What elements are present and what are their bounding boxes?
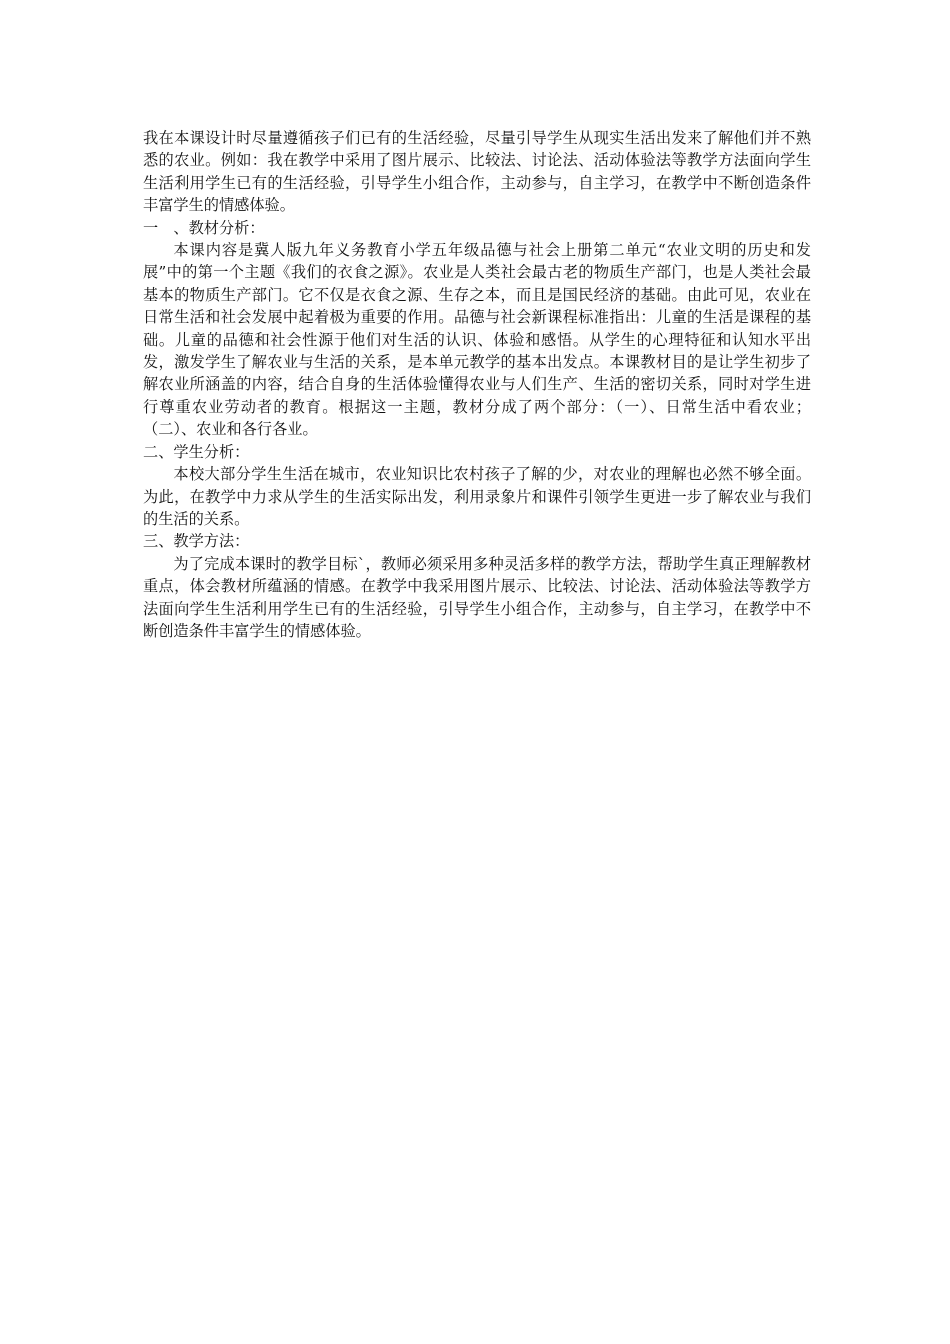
section-body-student-analysis: 本校大部分学生生活在城市，农业知识比农村孩子了解的少，对农业的理解也必然不够全面。为此，在教学中力求从学生的生活实际出发，利用录象片和课件引领学生更进一步了解农业与我们的生活的关系。 bbox=[143, 465, 811, 528]
intro-paragraph: 我在本课设计时尽量遵循孩子们已有的生活经验，尽量引导学生从现实生活出发来了解他们并不熟悉的农业。例如：我在教学中采用了图片展示、比较法、讨论法、活动体验法等教学方法面向学生生活利用学生已有的生活经验，引导学生小组合作，主动参与，自主学习，在教学中不断创造条件丰富学生的情感体验。 bbox=[143, 129, 811, 215]
section-heading-student-analysis: 二、学生分析： bbox=[143, 442, 250, 461]
section-body-textbook-analysis: 本课内容是冀人版九年义务教育小学五年级品德与社会上册第二单元“农业文明的历史和发展”中的第一个主题《我们的衣食之源》。农业是人类社会最古老的物质生产部门，也是人类社会最基本的物质生产部门。它不仅是衣食之源、生存之本，而且是国民经济的基础。由此可见，农业在日常生活和社会发展中起着极为重要的作用。品德与社会新课程标准指出：儿童的生活是课程的基础。儿童的品德和社会性源于他们对生活的认识、体验和感悟。从学生的心理特征和认知水平出发，激发学生了解农业与生活的关系，是本单元教学的基本出发点。本课教材目的是让学生初步了解农业所涵盖的内容，结合自身的生活体验懂得农业与人们生产、生活的密切关系，同时对学生进行尊重农业劳动者的教育。根据这一主题，教材分成了两个部分：（一）、日常生活中看农业；（二）、农业和各行各业。 bbox=[143, 241, 811, 439]
section-body-teaching-methods: 为了完成本课时的教学目标`，教师必须采用多种灵活多样的教学方法，帮助学生真正理解教材重点，体会教材所蕴涵的情感。在教学中我采用图片展示、比较法、讨论法、活动体验法等教学方法面向学生生活利用学生已有的生活经验，引导学生小组合作，主动参与，自主学习，在教学中不断创造条件丰富学生的情感体验。 bbox=[143, 554, 811, 640]
section-heading-teaching-methods: 三、教学方法： bbox=[143, 532, 250, 551]
section-heading-textbook-analysis: 一 、教材分析： bbox=[143, 218, 265, 237]
document-page bbox=[143, 127, 811, 642]
